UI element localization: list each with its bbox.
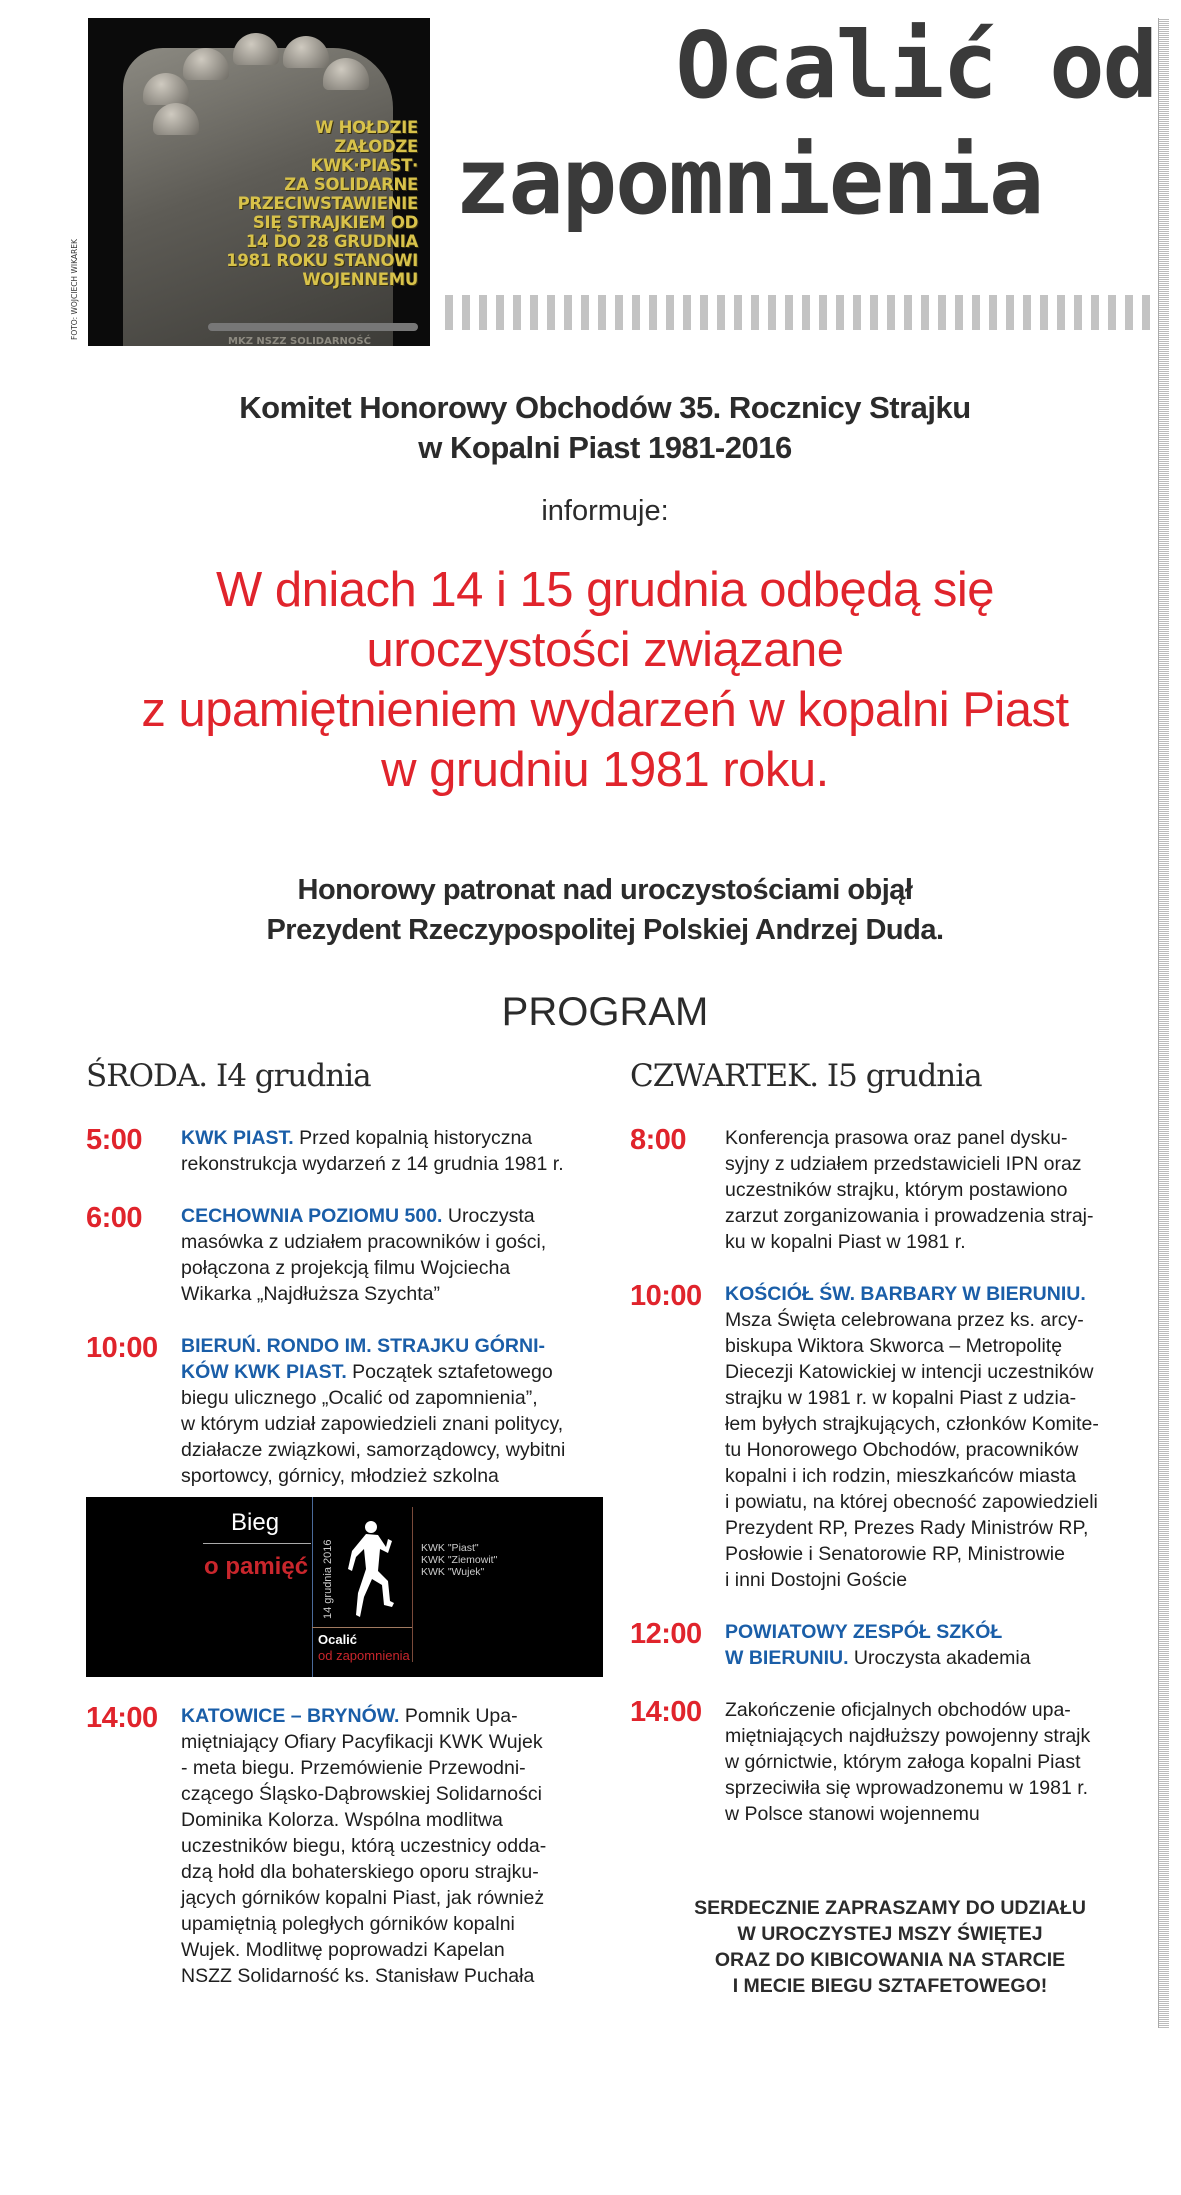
event-description: KWK PIAST. Przed kopalnią historyczna rekonstrukcja wydarzeń z 14 grudnia 1981 r. <box>181 1127 564 1175</box>
schedule-item <box>630 1619 1181 1671</box>
event-time: 10:00 <box>630 1280 702 1312</box>
committee-heading <box>60 388 1150 468</box>
miner-helmets <box>143 28 363 108</box>
event-location: KWK PIAST. <box>181 1127 294 1149</box>
photo-credit: FOTO: WOJCIECH WIKAREK <box>70 239 79 340</box>
event-time: 8:00 <box>630 1124 687 1156</box>
headline <box>60 560 1150 800</box>
event-location: CECHOWNIA POZIOMU 500. <box>181 1205 443 1227</box>
event-location: BIERUŃ. RONDO IM. STRAJKU GÓRNI- <box>181 1335 546 1357</box>
event-time: 6:00 <box>86 1202 143 1234</box>
banner-mines: KWK "Piast" KWK "Ziemowit" KWK "Wujek" <box>421 1542 498 1578</box>
banner-ocalic: Ocalić <box>318 1632 358 1647</box>
banner-date: 14 grudnia 2016 <box>322 1539 334 1619</box>
committee-line-1: Komitet Honorowy Obchodów 35. Rocznicy Strajku <box>239 390 971 425</box>
event-description: POWIATOWY ZESPÓŁ SZKÓŁ W BIERUNIU. Uroczysta akademia <box>725 1619 1181 1671</box>
banner-pamiec: o pamięć <box>204 1553 309 1580</box>
schedule-item <box>630 1125 1181 1255</box>
thursday-schedule <box>630 1125 1181 1853</box>
event-description: Zakończenie oficjalnych obchodów upa- miętniających najdłuższy powojenny strajk w górnictwie, którym załoga kopalni Piast sprzeciwiła się wprowadzonemu w 1981 r. w Polsce stanowi wojennemu <box>725 1699 1091 1825</box>
invite-line-3: ORAZ DO KIBICOWANIA NA STARCIE <box>714 1949 1066 1971</box>
schedule-item <box>86 1703 646 1989</box>
schedule-item <box>86 1333 646 1489</box>
plaque-bar <box>208 323 418 331</box>
title-line-2: zapomnienia <box>455 128 1043 235</box>
invitation <box>640 1895 1140 1999</box>
headline-line-4: w grudniu 1981 roku. <box>381 743 829 797</box>
patronage <box>60 870 1150 950</box>
plaque-inscription: W HOŁDZIE ZAŁODZE KWK·PIAST· ZA SOLIDARNE PRZECIWSTAWIENIE SIĘ STRAJKIEM OD 14 DO 28 GRUDNIA 1981 ROKU STANOWI WOJENNEMU <box>226 118 418 289</box>
schedule-item <box>86 1203 646 1307</box>
event-description: BIERUŃ. RONDO IM. STRAJKU GÓRNI- KÓW KWK PIAST. Początek sztafetowego biegu ulicznego „Ocalić od zapomnienia”, w którym udział zapowiedzieli znani politycy, działacze związkowi, samorządowcy, wybitni sportowcy, górnicy, młodzież szkolna <box>181 1333 646 1489</box>
schedule-item <box>86 1125 646 1177</box>
title-line-1: Ocalić od <box>675 12 1156 119</box>
event-time: 5:00 <box>86 1124 143 1156</box>
invite-line-4: I MECIE BIEGU SZTAFETOWEGO! <box>732 1975 1048 1997</box>
event-time: 14:00 <box>86 1702 158 1734</box>
banner-od-zapomnienia: od zapomnienia <box>318 1648 410 1663</box>
committee-line-2: w Kopalni Piast 1981-2016 <box>418 430 792 465</box>
memorial-plaque-photo <box>88 18 430 346</box>
informs-text: informuje: <box>541 495 669 527</box>
program-title: PROGRAM <box>501 990 709 1034</box>
banner-bieg: Bieg <box>231 1509 280 1536</box>
event-time: 10:00 <box>86 1332 158 1364</box>
event-description: Konferencja prasowa oraz panel dysku- syjny z udziałem przedstawicieli IPN oraz uczestników strajku, którym postawiono zarzut zorganizowania i prowadzenia straj- ku w kopalni Piast w 1981 r. <box>725 1127 1094 1253</box>
event-time: 12:00 <box>630 1618 702 1650</box>
event-location: KATOWICE – BRYNÓW. <box>181 1705 400 1727</box>
patron-line-2: Prezydent Rzeczypospolitej Polskiej Andrzej Duda. <box>266 914 944 946</box>
run-banner <box>86 1497 603 1677</box>
event-location: POWIATOWY ZESPÓŁ SZKÓŁ <box>725 1621 1003 1643</box>
event-time: 14:00 <box>630 1696 702 1728</box>
invite-line-2: W UROCZYSTEJ MSZY ŚWIĘTEJ <box>737 1923 1043 1945</box>
schedule-item <box>630 1697 1181 1827</box>
event-description: KOŚCIÓŁ ŚW. BARBARY W BIERUNIU. Msza Święta celebrowana przez ks. arcy- biskupa Wiktora Skworca – Metropolitę Diecezji Katowickiej w intencji uczestników strajku w 1981 r. w kopalni Piast z udzia- łem byłych strajkujących, członków Komite- tu Honorowego Obchodów, pracowników kopalni i ich rodzin, mieszkańców miasta i powiatu, na której obecność zapowiedzieli Prezydent RP, Prezes Rady Ministrów RP, Posłowie i Senatorowie RP, Ministrowie i inni Dostojni Goście <box>725 1281 1181 1593</box>
day-heading-thursday: CZWARTEK. I5 grudnia <box>630 1058 982 1094</box>
event-location: KOŚCIÓŁ ŚW. BARBARY W BIERUNIU. <box>725 1283 1086 1305</box>
wednesday-schedule <box>86 1125 646 2015</box>
event-description: KATOWICE – BRYNÓW. Pomnik Upa- miętniający Ofiary Pacyfikacji KWK Wujek - meta biegu. Przemówienie Przewodni- czącego Śląsko-Dąbrowskiej Solidarności Dominika Kolorza. Wspólna modlitwa uczestników biegu, którą uczestnicy odda- dzą hołd dla bohaterskiego oporu strajku- jących górników kopalni Piast, jak również upamiętnią poległych górników kopalni Wujek. Modlitwę poprowadzi Kapelan NSZZ Solidarność ks. Stanisław Puchała <box>181 1705 547 1987</box>
schedule-item <box>630 1281 1181 1593</box>
headline-line-1: W dniach 14 i 15 grudnia odbędą się <box>216 563 994 617</box>
headline-line-2: uroczystości związane <box>366 623 844 677</box>
plaque-footer: MKZ NSZZ SOLIDARNOŚĆ <box>228 336 371 346</box>
headline-line-3: z upamiętnieniem wydarzeń w kopalni Piast <box>141 683 1069 737</box>
day-heading-wednesday: ŚRODA. I4 grudnia <box>86 1058 371 1094</box>
patron-line-1: Honorowy patronat nad uroczystościami objął <box>297 874 913 906</box>
decorative-stripes <box>445 295 1150 330</box>
invite-line-1: SERDECZNIE ZAPRASZAMY DO UDZIAŁU <box>694 1897 1086 1919</box>
event-description: CECHOWNIA POZIOMU 500. Uroczysta masówka z udziałem pracowników i gości, połączona z projekcją filmu Wojciecha Wikarka „Najdłuższa Szychta” <box>181 1205 547 1305</box>
runner-icon <box>338 1519 398 1624</box>
